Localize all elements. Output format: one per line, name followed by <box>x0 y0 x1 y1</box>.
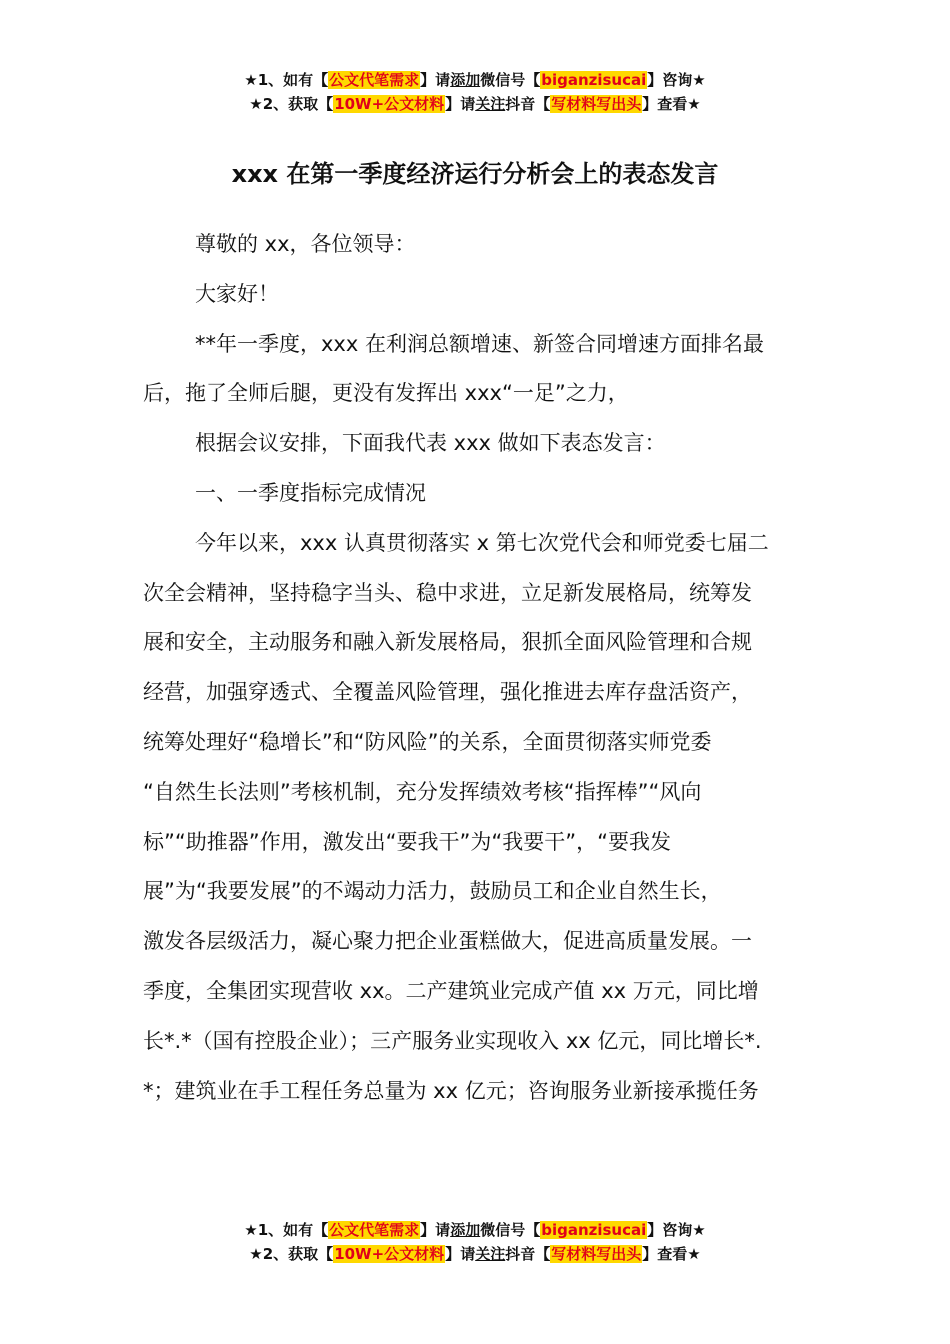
highlight-douyin-account: 写材料写出头 <box>551 95 642 113</box>
highlight-douyin-account: 写材料写出头 <box>551 1245 642 1263</box>
salutation: 尊敬的 xx，各位领导： <box>195 232 416 256</box>
promo-banner-top <box>0 68 950 116</box>
promo-line-2: ★2、获取【10W+公文材料】请关注抖音【写材料写出头】查看★ <box>249 95 701 113</box>
paragraph-intro: **年一季度，xxx 在利润总额增速、新签合同增速方面排名最 后，拖了全师后腿，更没有发挥出 xxx“一足”之力， <box>143 331 764 406</box>
highlight-materials: 10W+公文材料 <box>334 1245 445 1263</box>
highlight-materials: 10W+公文材料 <box>334 95 445 113</box>
paragraph-indicators: 今年以来，xxx 认真贯彻落实 x 第七次党代会和师党委七届二 次全会精神，坚持稳字当头、稳中求进，立足新发展格局，统筹发 展和安全，主动服务和融入新发展格局，狠抓全面风险管理和合规 经营，加强穿透式、全覆盖风险管理，强化推进去库存盘活资产， 统筹处理好“稳增长”和“防风险”的关系，全面贯彻落实师党委 “自然生长法则”考核机制，充分发挥绩效考核“指挥棒”“风向 标”“助推器”作用，激发出“要我干”为“我要干”，“要我发 展”为“我要发展”的不竭动力活力，鼓励员工和企业自然生长， 激发各层级活力，凝心聚力把企业蛋糕做大，促进高质量发展。一 季度，全集团实现营收 xx。二产建筑业完成产值 xx 万元，同比增 长*.*（国有控股企业）；三产服务业实现收入 xx 亿元，同比增长*. *；建筑业在手工程任务总量为 xx 亿元；咨询服务业新接承揽任务 <box>143 530 769 1103</box>
highlight-service: 公文代笔需求 <box>329 71 420 89</box>
section-heading: 一、一季度指标完成情况 <box>195 480 426 505</box>
document-body <box>143 220 811 1116</box>
document-title: xxx 在第一季度经济运行分析会上的表态发言 <box>231 160 719 188</box>
highlight-wechat-id: biganzisucai <box>541 1221 647 1239</box>
promo-line-1: ★1、如有【公文代笔需求】请添加微信号【biganzisucai】咨询★ <box>244 1221 706 1239</box>
highlight-wechat-id: biganzisucai <box>541 71 647 89</box>
promo-line-1: ★1、如有【公文代笔需求】请添加微信号【biganzisucai】咨询★ <box>244 71 706 89</box>
highlight-service: 公文代笔需求 <box>329 1221 420 1239</box>
paragraph-statement: 根据会议安排，下面我代表 xxx 做如下表态发言： <box>195 431 666 456</box>
greeting: 大家好！ <box>195 281 279 306</box>
promo-line-2: ★2、获取【10W+公文材料】请关注抖音【写材料写出头】查看★ <box>249 1245 701 1263</box>
promo-banner-bottom <box>0 1218 950 1266</box>
